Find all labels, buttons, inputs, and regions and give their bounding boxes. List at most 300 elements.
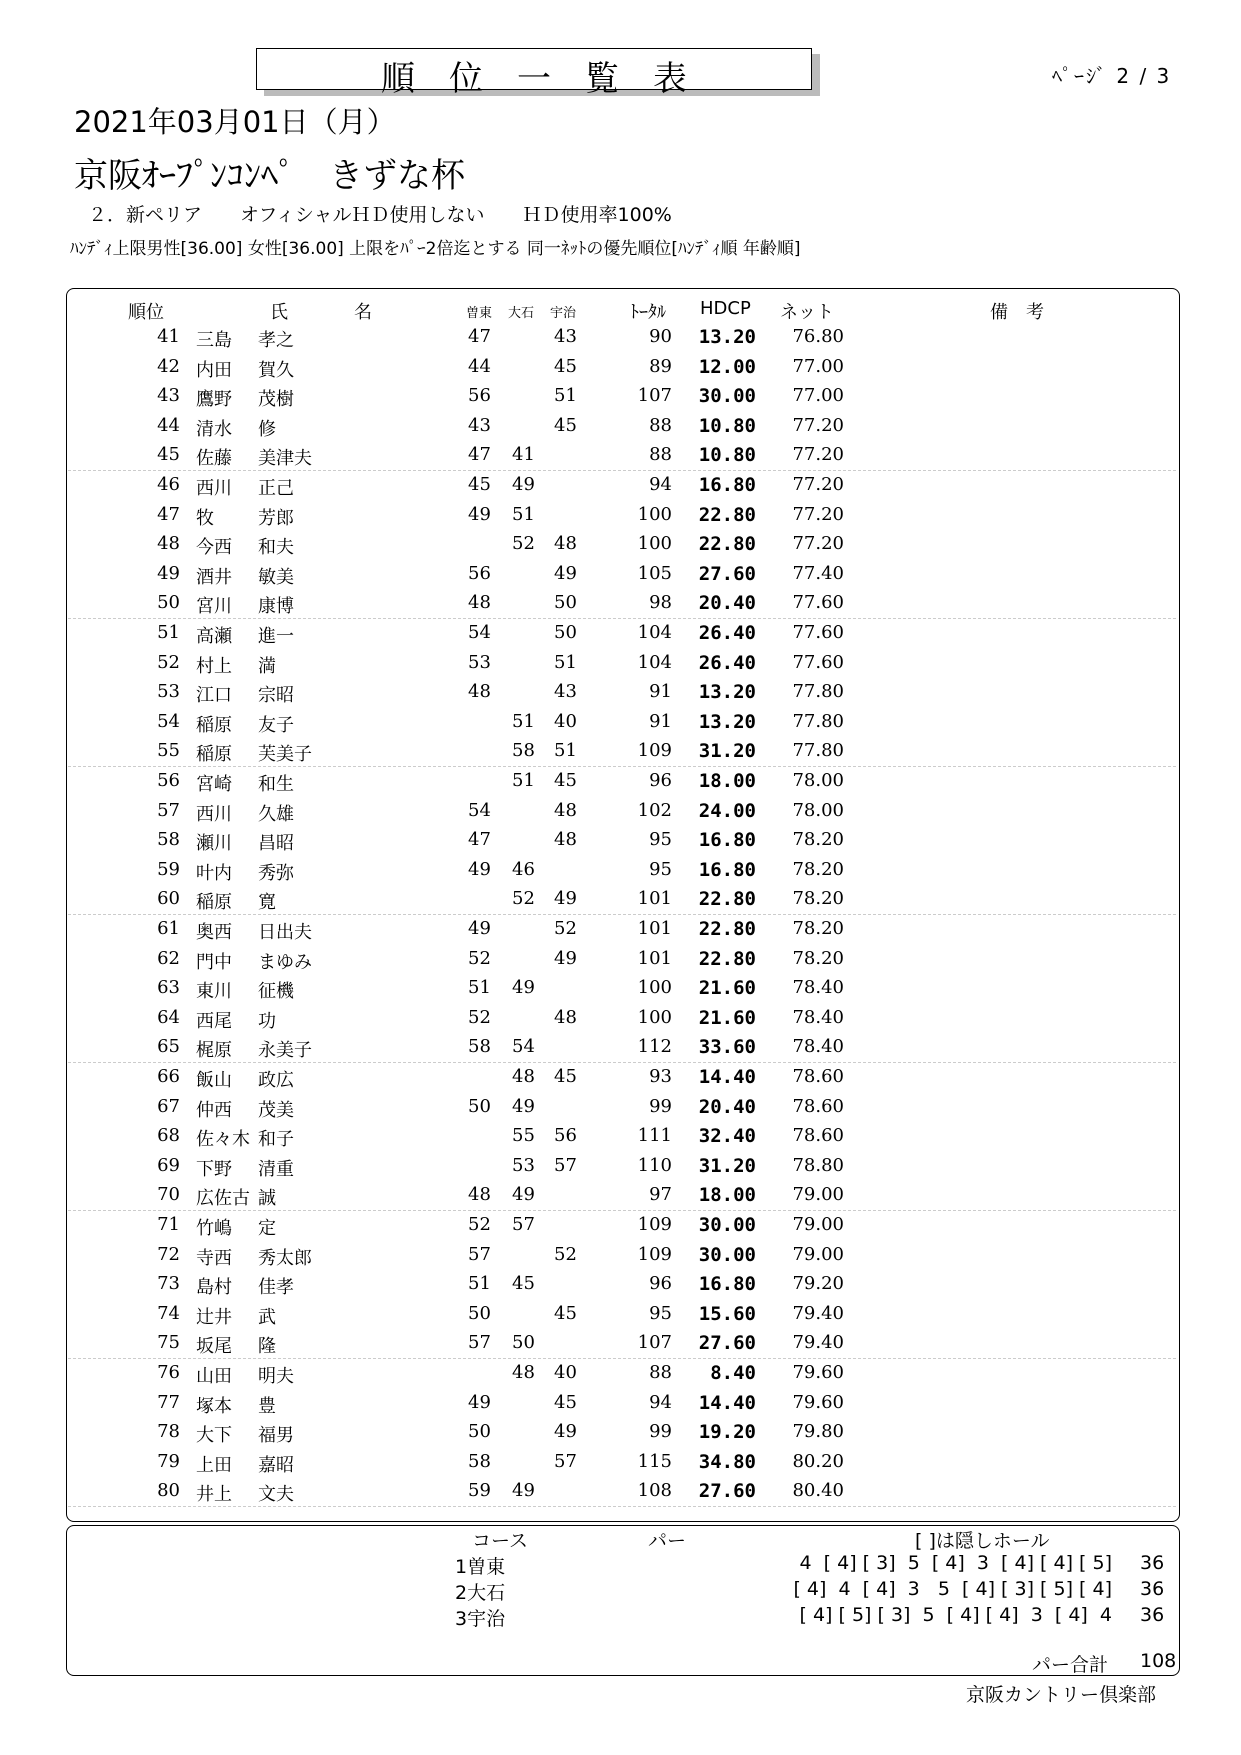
cell-c3: 49 xyxy=(554,888,577,910)
cell-total: 112 xyxy=(637,1036,672,1058)
cell-rank: 49 xyxy=(157,562,180,584)
cell-hdcp: 8.40 xyxy=(710,1362,756,1384)
table-row xyxy=(68,1240,1176,1270)
cell-rank: 47 xyxy=(157,503,180,525)
cell-c2: 53 xyxy=(512,1154,535,1176)
cell-hdcp: 19.20 xyxy=(698,1421,756,1444)
table-row xyxy=(68,1180,1176,1211)
cell-rank: 79 xyxy=(157,1450,180,1472)
cell-c2: 48 xyxy=(512,1362,535,1383)
cell-sei: 牧 xyxy=(196,507,214,529)
cell-rank: 51 xyxy=(157,622,180,643)
cell-rank: 64 xyxy=(157,1006,180,1028)
cell-c1: 49 xyxy=(468,858,491,880)
cell-c2: 51 xyxy=(512,770,535,791)
cell-sei: 宮崎 xyxy=(196,774,232,795)
course-name: 1曽東 xyxy=(455,1556,506,1578)
cell-total: 95 xyxy=(649,1302,672,1324)
cell-total: 99 xyxy=(649,1421,672,1443)
cell-c1: 52 xyxy=(468,1006,491,1028)
cell-hdcp: 34.80 xyxy=(698,1450,756,1473)
cell-c1: 56 xyxy=(468,385,491,407)
cell-total: 109 xyxy=(637,1214,672,1235)
cell-c1: 58 xyxy=(468,1450,491,1472)
cell-hdcp: 16.80 xyxy=(698,1273,756,1296)
cell-sei: 奥西 xyxy=(196,922,232,943)
cell-sei: 清水 xyxy=(196,418,232,440)
cell-total: 100 xyxy=(637,503,672,525)
cell-sei: 辻井 xyxy=(196,1306,232,1328)
cell-c1: 49 xyxy=(468,503,491,525)
cell-total: 93 xyxy=(649,1066,672,1087)
event-date: 2021年03月01日（月） xyxy=(74,105,396,139)
cell-c3: 49 xyxy=(554,1421,577,1443)
table-row xyxy=(68,352,1176,382)
cell-hdcp: 30.00 xyxy=(698,1243,756,1266)
cell-c3: 45 xyxy=(554,1391,577,1413)
cell-mei: 清重 xyxy=(258,1158,294,1180)
cell-net: 78.60 xyxy=(792,1095,844,1117)
cell-sei: 島村 xyxy=(196,1277,232,1299)
cell-total: 107 xyxy=(637,1332,672,1354)
cell-total: 94 xyxy=(649,1391,672,1413)
cell-total: 97 xyxy=(649,1184,672,1206)
cell-sei: 寺西 xyxy=(196,1247,232,1269)
course-holes: 4 [ 4] [ 3] 5 [ 4] 3 [ 4] [ 4] [ 5] xyxy=(799,1552,1112,1574)
table-row xyxy=(68,1417,1176,1447)
cell-total: 104 xyxy=(637,622,672,643)
cell-net: 78.20 xyxy=(792,918,844,939)
cell-net: 79.40 xyxy=(792,1332,844,1354)
table-row xyxy=(68,1003,1176,1033)
cell-total: 101 xyxy=(637,888,672,910)
col-name-mei: 名 xyxy=(354,302,372,323)
cell-sei: 三島 xyxy=(196,330,232,351)
col-course3: 宇治 xyxy=(550,306,577,321)
cell-rank: 58 xyxy=(157,829,180,851)
cell-c3: 48 xyxy=(554,1006,577,1028)
cell-sei: 広佐古 xyxy=(196,1188,250,1210)
cell-hdcp: 22.80 xyxy=(698,533,756,556)
cell-c3: 51 xyxy=(554,740,577,762)
cell-mei: 正己 xyxy=(258,478,294,499)
cell-total: 90 xyxy=(649,326,672,347)
cell-rank: 46 xyxy=(157,474,180,495)
cell-net: 77.20 xyxy=(792,414,844,436)
cell-sei: 西川 xyxy=(196,478,232,499)
table-row xyxy=(68,440,1176,471)
cell-mei: 康博 xyxy=(258,596,294,618)
cell-net: 79.60 xyxy=(792,1362,844,1383)
col-hdcp: HDCP xyxy=(700,298,751,319)
cell-hdcp: 16.80 xyxy=(698,858,756,881)
table-row xyxy=(68,1476,1176,1507)
cell-c3: 56 xyxy=(554,1125,577,1147)
cell-total: 88 xyxy=(649,444,672,466)
cell-c1: 47 xyxy=(468,829,491,851)
cell-total: 109 xyxy=(637,1243,672,1265)
cell-c1: 52 xyxy=(468,1214,491,1235)
cell-rank: 50 xyxy=(157,592,180,614)
cell-c3: 48 xyxy=(554,829,577,851)
cell-total: 100 xyxy=(637,533,672,555)
cell-net: 78.40 xyxy=(792,1006,844,1028)
cell-mei: 日出夫 xyxy=(258,922,312,943)
table-row xyxy=(68,1269,1176,1299)
cell-sei: 西川 xyxy=(196,803,232,825)
cell-total: 91 xyxy=(649,710,672,732)
cell-total: 88 xyxy=(649,414,672,436)
cell-hdcp: 22.80 xyxy=(698,888,756,911)
cell-hdcp: 26.40 xyxy=(698,622,756,644)
table-row xyxy=(68,855,1176,885)
cell-c3: 52 xyxy=(554,1243,577,1265)
cell-rank: 63 xyxy=(157,977,180,999)
cell-hdcp: 31.20 xyxy=(698,740,756,763)
table-row xyxy=(68,648,1176,678)
cell-c2: 52 xyxy=(512,888,535,910)
cell-c2: 46 xyxy=(512,858,535,880)
cell-hdcp: 30.00 xyxy=(698,385,756,408)
cell-rank: 77 xyxy=(157,1391,180,1413)
cell-net: 79.00 xyxy=(792,1184,844,1206)
cell-rank: 80 xyxy=(157,1480,180,1502)
cell-rank: 74 xyxy=(157,1302,180,1324)
cell-net: 78.20 xyxy=(792,858,844,880)
cell-mei: まゆみ xyxy=(258,951,312,973)
cell-c2: 52 xyxy=(512,533,535,555)
cell-mei: 芙美子 xyxy=(258,744,312,766)
cell-rank: 68 xyxy=(157,1125,180,1147)
cell-hdcp: 22.80 xyxy=(698,503,756,526)
table-row xyxy=(68,381,1176,411)
table-row xyxy=(68,1092,1176,1122)
cell-c1: 57 xyxy=(468,1332,491,1354)
cell-mei: 豊 xyxy=(258,1395,276,1417)
cell-total: 107 xyxy=(637,385,672,407)
cell-sei: 飯山 xyxy=(196,1070,232,1091)
table-row xyxy=(68,944,1176,974)
cell-hdcp: 24.00 xyxy=(698,799,756,822)
cell-c2: 49 xyxy=(512,1184,535,1206)
cell-mei: 友子 xyxy=(258,714,294,736)
table-row xyxy=(68,1062,1176,1092)
col-course2: 大石 xyxy=(508,306,535,321)
cell-c1: 54 xyxy=(468,799,491,821)
cell-c3: 49 xyxy=(554,562,577,584)
cell-total: 96 xyxy=(649,770,672,791)
cell-mei: 寛 xyxy=(258,892,276,914)
cell-sei: 叶内 xyxy=(196,862,232,884)
cell-rank: 70 xyxy=(157,1184,180,1206)
cell-hdcp: 27.60 xyxy=(698,1332,756,1355)
cell-total: 111 xyxy=(637,1125,672,1147)
cell-sei: 西尾 xyxy=(196,1010,232,1032)
table-row xyxy=(68,766,1176,796)
cell-sei: 梶原 xyxy=(196,1040,232,1062)
table-row xyxy=(68,796,1176,826)
cell-total: 98 xyxy=(649,592,672,614)
cell-net: 78.00 xyxy=(792,770,844,791)
cell-c2: 48 xyxy=(512,1066,535,1087)
cell-mei: 和夫 xyxy=(258,537,294,559)
cell-rank: 43 xyxy=(157,385,180,407)
cell-net: 77.20 xyxy=(792,503,844,525)
cell-hdcp: 21.60 xyxy=(698,1006,756,1029)
cell-c3: 45 xyxy=(554,770,577,791)
cell-hdcp: 10.80 xyxy=(698,444,756,467)
cell-c1: 50 xyxy=(468,1421,491,1443)
cell-net: 78.20 xyxy=(792,947,844,969)
cell-c1: 51 xyxy=(468,977,491,999)
cell-c3: 45 xyxy=(554,414,577,436)
cell-hdcp: 12.00 xyxy=(698,355,756,378)
cell-total: 102 xyxy=(637,799,672,821)
table-row xyxy=(68,973,1176,1003)
cell-total: 88 xyxy=(649,1362,672,1383)
cell-mei: 和子 xyxy=(258,1129,294,1151)
cell-sei: 鷹野 xyxy=(196,389,232,411)
cell-c1: 59 xyxy=(468,1480,491,1502)
course-label: コース xyxy=(472,1530,529,1552)
cell-sei: 山田 xyxy=(196,1366,232,1387)
cell-total: 95 xyxy=(649,858,672,880)
col-name-sei: 氏 xyxy=(270,302,288,323)
cell-c3: 40 xyxy=(554,710,577,732)
cell-rank: 75 xyxy=(157,1332,180,1354)
handicap-condition: ﾊﾝﾃﾞｨ上限男性[36.00] 女性[36.00] 上限をﾊﾟｰ2倍迄とする 同一ﾈｯﾄの優先順位[ﾊﾝﾃﾞｨ順 年齢順] xyxy=(70,239,801,259)
cell-net: 78.00 xyxy=(792,799,844,821)
cell-net: 77.60 xyxy=(792,592,844,614)
cell-c3: 50 xyxy=(554,592,577,614)
par-label: パー xyxy=(648,1530,687,1552)
cell-hdcp: 16.80 xyxy=(698,829,756,852)
cell-c2: 45 xyxy=(512,1273,535,1295)
cell-net: 77.20 xyxy=(792,533,844,555)
cell-mei: 賀久 xyxy=(258,359,294,381)
course-name: 2大石 xyxy=(455,1582,506,1604)
cell-net: 77.60 xyxy=(792,622,844,643)
cell-sei: 東川 xyxy=(196,981,232,1003)
cell-mei: 福男 xyxy=(258,1425,294,1447)
course-total: 36 xyxy=(1140,1552,1165,1574)
table-row xyxy=(68,1210,1176,1240)
cell-sei: 井上 xyxy=(196,1484,232,1506)
cell-sei: 佐々木 xyxy=(196,1129,250,1151)
table-row xyxy=(68,411,1176,441)
cell-hdcp: 21.60 xyxy=(698,977,756,1000)
cell-mei: 文夫 xyxy=(258,1484,294,1506)
page-title: 順位一覧表 xyxy=(381,59,721,99)
cell-rank: 62 xyxy=(157,947,180,969)
page-number: ﾍﾟｰｼﾞ 2 / 3 xyxy=(1052,64,1172,88)
cell-net: 80.20 xyxy=(792,1450,844,1472)
cell-rank: 54 xyxy=(157,710,180,732)
cell-hdcp: 14.40 xyxy=(698,1391,756,1414)
cell-hdcp: 18.00 xyxy=(698,770,756,792)
cell-c1: 57 xyxy=(468,1243,491,1265)
cell-hdcp: 26.40 xyxy=(698,651,756,674)
cell-rank: 48 xyxy=(157,533,180,555)
table-row xyxy=(68,1121,1176,1151)
cell-total: 96 xyxy=(649,1273,672,1295)
cell-net: 78.60 xyxy=(792,1066,844,1087)
cell-rank: 65 xyxy=(157,1036,180,1058)
cell-sei: 酒井 xyxy=(196,566,232,588)
cell-net: 79.60 xyxy=(792,1391,844,1413)
cell-rank: 66 xyxy=(157,1066,180,1087)
table-row xyxy=(68,1447,1176,1477)
cell-net: 78.20 xyxy=(792,888,844,910)
cell-mei: 修 xyxy=(258,418,276,440)
cell-mei: 芳郎 xyxy=(258,507,294,529)
cell-hdcp: 33.60 xyxy=(698,1036,756,1059)
table-row xyxy=(68,707,1176,737)
cell-sei: 上田 xyxy=(196,1454,232,1476)
cell-rank: 78 xyxy=(157,1421,180,1443)
cell-hdcp: 13.20 xyxy=(698,681,756,704)
cell-total: 100 xyxy=(637,977,672,999)
cell-mei: 隆 xyxy=(258,1336,276,1358)
cell-rank: 73 xyxy=(157,1273,180,1295)
cell-total: 101 xyxy=(637,918,672,939)
cell-mei: 征機 xyxy=(258,981,294,1003)
cell-mei: 明夫 xyxy=(258,1366,294,1387)
cell-rank: 67 xyxy=(157,1095,180,1117)
cell-net: 79.20 xyxy=(792,1273,844,1295)
cell-rank: 72 xyxy=(157,1243,180,1265)
cell-hdcp: 27.60 xyxy=(698,1480,756,1503)
cell-hdcp: 20.40 xyxy=(698,592,756,615)
cell-net: 78.40 xyxy=(792,1036,844,1058)
cell-mei: 美津夫 xyxy=(258,448,312,470)
table-row xyxy=(68,322,1176,352)
cell-rank: 56 xyxy=(157,770,180,791)
col-course1: 曽東 xyxy=(466,306,493,321)
course-holes: [ 4] [ 5] [ 3] 5 [ 4] [ 4] 3 [ 4] 4 xyxy=(799,1604,1112,1626)
table-row xyxy=(68,470,1176,500)
cell-mei: 宗昭 xyxy=(258,685,294,707)
cell-mei: 昌昭 xyxy=(258,833,294,855)
table-row xyxy=(68,1032,1176,1063)
cell-mei: 久雄 xyxy=(258,803,294,825)
cell-total: 115 xyxy=(637,1450,672,1472)
course-name: 3宇治 xyxy=(455,1608,506,1630)
cell-c3: 52 xyxy=(554,918,577,939)
cell-c3: 48 xyxy=(554,533,577,555)
table-row xyxy=(68,736,1176,767)
par-total-label: パー合計 xyxy=(1032,1654,1109,1676)
cell-total: 108 xyxy=(637,1480,672,1502)
cell-c2: 51 xyxy=(512,503,535,525)
cell-rank: 71 xyxy=(157,1214,180,1235)
cell-mei: 政広 xyxy=(258,1070,294,1091)
cell-c1: 48 xyxy=(468,1184,491,1206)
cell-total: 99 xyxy=(649,1095,672,1117)
table-row xyxy=(68,1328,1176,1359)
cell-total: 94 xyxy=(649,474,672,495)
table-row xyxy=(68,1151,1176,1181)
cell-c3: 49 xyxy=(554,947,577,969)
cell-c1: 54 xyxy=(468,622,491,643)
club-name: 京阪カントリー倶楽部 xyxy=(966,1684,1157,1706)
cell-sei: 塚本 xyxy=(196,1395,232,1417)
cell-rank: 69 xyxy=(157,1154,180,1176)
cell-sei: 稲原 xyxy=(196,714,232,736)
cell-sei: 大下 xyxy=(196,1425,232,1447)
cell-sei: 内田 xyxy=(196,359,232,381)
cell-mei: 孝之 xyxy=(258,330,294,351)
cell-hdcp: 22.80 xyxy=(698,918,756,940)
cell-mei: 誠 xyxy=(258,1188,276,1210)
cell-net: 77.20 xyxy=(792,444,844,466)
cell-net: 77.20 xyxy=(792,474,844,495)
cell-net: 77.00 xyxy=(792,355,844,377)
cell-c1: 53 xyxy=(468,651,491,673)
cell-c2: 54 xyxy=(512,1036,535,1058)
cell-c1: 43 xyxy=(468,414,491,436)
cell-rank: 61 xyxy=(157,918,180,939)
cell-c3: 51 xyxy=(554,385,577,407)
cell-c1: 48 xyxy=(468,592,491,614)
col-rank: 順位 xyxy=(128,302,164,323)
cell-net: 80.40 xyxy=(792,1480,844,1502)
cell-rank: 76 xyxy=(157,1362,180,1383)
cell-c2: 49 xyxy=(512,1095,535,1117)
cell-net: 79.40 xyxy=(792,1302,844,1324)
cell-rank: 53 xyxy=(157,681,180,703)
cell-net: 78.20 xyxy=(792,829,844,851)
cell-net: 77.80 xyxy=(792,681,844,703)
cell-mei: 満 xyxy=(258,655,276,677)
table-row xyxy=(68,529,1176,559)
cell-net: 79.80 xyxy=(792,1421,844,1443)
cell-hdcp: 22.80 xyxy=(698,947,756,970)
table-row xyxy=(68,677,1176,707)
cell-c2: 51 xyxy=(512,710,535,732)
cell-c1: 47 xyxy=(468,444,491,466)
cell-hdcp: 18.00 xyxy=(698,1184,756,1207)
cell-sei: 佐藤 xyxy=(196,448,232,470)
cell-c3: 40 xyxy=(554,1362,577,1383)
cell-rank: 45 xyxy=(157,444,180,466)
cell-sei: 宮川 xyxy=(196,596,232,618)
cell-sei: 竹嶋 xyxy=(196,1218,232,1239)
cell-c3: 45 xyxy=(554,355,577,377)
cell-sei: 村上 xyxy=(196,655,232,677)
cell-sei: 今西 xyxy=(196,537,232,559)
cell-c1: 58 xyxy=(468,1036,491,1058)
cell-c2: 58 xyxy=(512,740,535,762)
cell-hdcp: 27.60 xyxy=(698,562,756,585)
table-row xyxy=(68,500,1176,530)
cell-c1: 56 xyxy=(468,562,491,584)
cell-c3: 57 xyxy=(554,1450,577,1472)
cell-rank: 41 xyxy=(157,326,180,347)
cell-total: 104 xyxy=(637,651,672,673)
col-net: ネット xyxy=(780,302,834,323)
cell-mei: 茂美 xyxy=(258,1099,294,1121)
cell-rank: 60 xyxy=(157,888,180,910)
cell-net: 78.80 xyxy=(792,1154,844,1176)
cell-sei: 江口 xyxy=(196,685,232,707)
cell-c1: 51 xyxy=(468,1273,491,1295)
cell-mei: 進一 xyxy=(258,626,294,647)
cell-total: 101 xyxy=(637,947,672,969)
cell-c2: 49 xyxy=(512,1480,535,1502)
col-total: ﾄｰﾀﾙ xyxy=(630,302,666,323)
cell-hdcp: 16.80 xyxy=(698,474,756,496)
